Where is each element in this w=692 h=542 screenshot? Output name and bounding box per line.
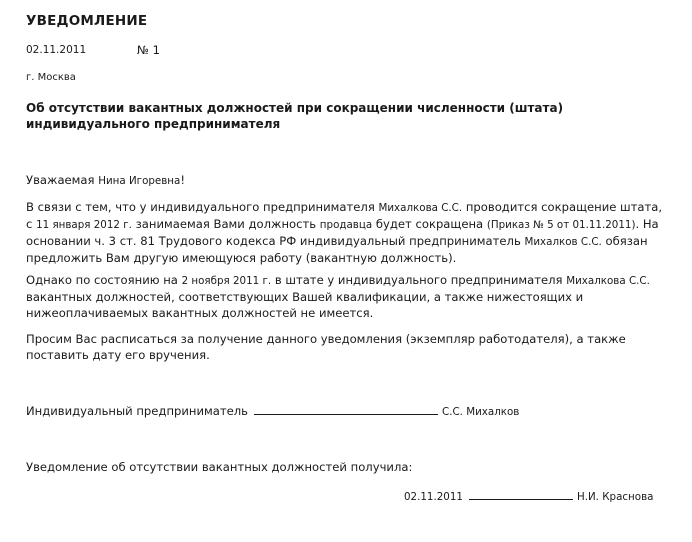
document-number: № 1 xyxy=(137,43,160,57)
p1-text-5: . На основании ч. 3 ст. 81 Трудового кодекса РФ индивидуальный предприниматель xyxy=(26,217,659,248)
p1-text-6: обязан предложить Вам другую имеющуюся работу (вакантную должность). xyxy=(26,234,648,265)
p1-text-1: В связи с тем, что у индивидуального предпринимателя xyxy=(26,200,379,214)
receipt-underline xyxy=(469,489,573,500)
greeting-prefix: Уважаемая xyxy=(26,173,95,187)
paragraph-reduction xyxy=(26,199,666,266)
employer-name-2: Михалков С.С. xyxy=(524,236,602,248)
employer-name: Михалкова С.С. xyxy=(378,202,463,214)
greeting xyxy=(26,172,666,189)
employer-signature-label: Индивидуальный предприниматель xyxy=(26,404,249,418)
document-title: УВЕДОМЛЕНИЕ xyxy=(26,13,148,29)
greeting-suffix: ! xyxy=(180,173,186,187)
paragraph-no-vacancies xyxy=(26,272,666,321)
p1-text-4: будет сокращена xyxy=(372,217,487,231)
document-city: г. Москва xyxy=(26,72,76,83)
receipt-label: Уведомление об отсутствии вакантных должностей получила: xyxy=(26,460,413,474)
signature-underline xyxy=(254,403,438,415)
employer-signature-name: С.С. Михалков xyxy=(442,406,520,418)
receipt-signature-line xyxy=(404,489,653,503)
p2-text-2: в штате у индивидуального предпринимателя xyxy=(271,273,567,287)
employer-name-3: Михалкова С.С. xyxy=(566,275,650,287)
p2-text-1: Однако по состоянию на xyxy=(26,273,182,287)
state-date: 2 ноября 2011 г. xyxy=(181,275,272,287)
p1-text-3: занимаемая Вами должность xyxy=(131,217,320,231)
receipt-name: Н.И. Краснова xyxy=(576,491,654,503)
p1-text-2: проводится сокращение штата, с xyxy=(26,200,663,231)
document-subject: Об отсутствии вакантных должностей при сокращении численности (штата) индивидуального предпринимателя xyxy=(26,101,564,131)
document-date: 02.11.2011 xyxy=(26,44,87,56)
order-reference: (Приказ № 5 от 01.11.2011) xyxy=(486,219,636,231)
receipt-date: 02.11.2011 xyxy=(404,491,463,503)
position-name: продавца xyxy=(319,219,373,231)
p2-text-3: вакантных должностей, соответствующих Вашей квалификации, а также нижестоящих и нижеоплачиваемых вакантных должностей не имеется. xyxy=(26,290,584,320)
reduction-date: 11 января 2012 г. xyxy=(36,219,132,231)
addressee-name: Нина Игоревна xyxy=(98,175,181,187)
paragraph-request-signature: Просим Вас расписаться за получение данного уведомления (экземпляр работодателя), а также поставить дату его вручения. xyxy=(26,332,626,362)
employer-signature-line xyxy=(26,403,519,418)
